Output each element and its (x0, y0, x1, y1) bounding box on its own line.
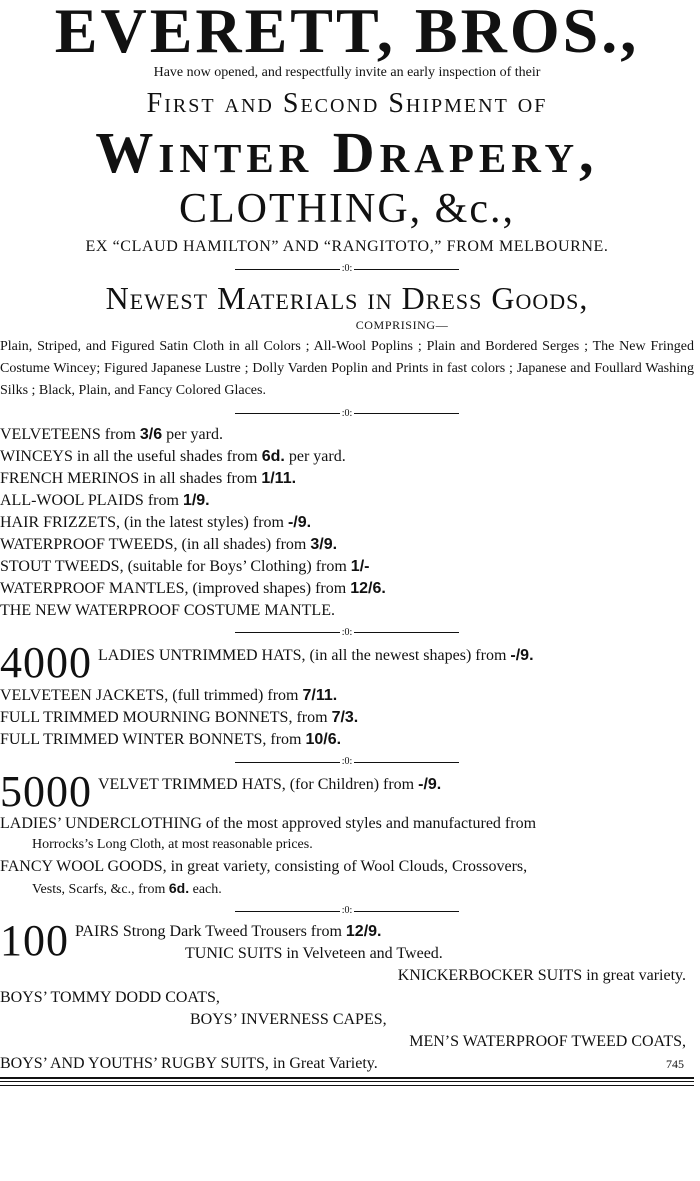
separator-rule (354, 413, 459, 414)
list-item: THE NEW WATERPROOF COSTUME MANTLE. (0, 601, 335, 619)
separator-rule (354, 632, 459, 633)
tommy-dodd-line: BOYS’ TOMMY DODD COATS, (0, 989, 220, 1007)
list-item: VELVETEENS from 3/6 per yard. (0, 425, 223, 443)
list-item: FULL TRIMMED WINTER BONNETS, from 10/6. (0, 730, 342, 748)
dress-goods-heading: Newest Materials in Dress Goods, (105, 280, 589, 317)
item-price: 12/6. (350, 579, 386, 597)
list-item: ALL-WOOL PLAIDS from 1/9. (0, 491, 210, 509)
hats-offer (0, 637, 694, 687)
comprising-label: COMPRISING— (355, 318, 449, 333)
item-price: 3/9. (310, 535, 338, 553)
list-item: WINCEYS in all the useful shades from 6d. per yard. (0, 447, 346, 465)
separator-mark: :0: (341, 263, 353, 275)
offer-quantity: 4000 (0, 637, 92, 687)
list-item: HAIR FRIZZETS, (in the latest styles) from -/9. (0, 513, 312, 531)
velvet-hats-offer (0, 767, 694, 816)
announcement-subline: Have now opened, and respectfully invite an early inspection of their (153, 65, 541, 80)
offer-text: LADIES UNTRIMMED HATS, (in all the newest shapes) from -/9. (98, 646, 534, 664)
item-price: 6d. (168, 880, 190, 896)
rugby-line: BOYS’ AND YOUTHS’ RUGBY SUITS, in Great Variety. (0, 1055, 378, 1073)
list-item: VELVETEEN JACKETS, (full trimmed) from 7/11. (0, 686, 338, 704)
item-price: -/9. (418, 776, 442, 793)
separator (0, 903, 694, 918)
separator-mark: :0: (341, 407, 353, 419)
price-list (0, 424, 694, 622)
list-item: FRENCH MERINOS in all shades from 1/11. (0, 469, 297, 487)
bottom-rule-thin (0, 1085, 694, 1086)
separator-rule (235, 413, 340, 414)
separator-mark: :0: (341, 905, 353, 917)
separator-rule (354, 911, 459, 912)
wool-goods-paragraph: FANCY WOOL GOODS, in great variety, consisting of Wool Clouds, Crossovers, Vests, Scarfs, &c., from 6d. each. (0, 858, 528, 897)
separator (0, 754, 694, 769)
item-price: 3/6 (139, 425, 163, 443)
list-item: FULL TRIMMED MOURNING BONNETS, from 7/3. (0, 708, 359, 726)
item-price: 12/9. (345, 923, 382, 941)
item-price: 1/9. (182, 491, 210, 509)
separator-rule (354, 762, 459, 763)
item-price: -/9. (287, 513, 312, 531)
item-price: 6d. (261, 447, 285, 465)
separator-rule (235, 911, 340, 912)
offer-text: VELVET TRIMMED HATS, (for Children) from -/9. (98, 776, 442, 793)
separator-rule (235, 269, 340, 270)
clothing-heading: CLOTHING, &c., (179, 186, 515, 232)
list-item: STOUT TWEEDS, (suitable for Boys’ Clothing) from 1/- (0, 557, 370, 575)
shipment-heading: First and Second Shipment of (146, 88, 548, 119)
separator (0, 261, 694, 276)
trousers-offer (0, 916, 694, 966)
list-item: WATERPROOF TWEEDS, (in all shades) from 3/9. (0, 535, 338, 553)
separator (0, 625, 694, 640)
offer-quantity: 5000 (0, 767, 92, 816)
winter-drapery-heading: Winter Drapery, (95, 120, 599, 185)
item-price: 7/11. (302, 686, 338, 704)
inverness-line: BOYS’ INVERNESS CAPES, (190, 1011, 387, 1029)
firm-title: EVERETT, BROS., (54, 0, 640, 66)
separator-rule (354, 269, 459, 270)
page-number: 745 (666, 1057, 684, 1072)
list-item: WATERPROOF MANTLES, (improved shapes) from 12/6. (0, 579, 386, 597)
knickerbocker-line: KNICKERBOCKER SUITS in great variety. (397, 967, 686, 985)
mens-coats-line: MEN’S WATERPROOF TWEED COATS, (409, 1033, 686, 1051)
separator-mark: :0: (341, 626, 353, 638)
separator-rule (235, 762, 340, 763)
bottom-rule (0, 1077, 694, 1082)
rugby-row (0, 1053, 694, 1075)
item-price: 7/3. (331, 708, 359, 726)
item-price: -/9. (510, 646, 534, 664)
offer-quantity: 100 (0, 916, 69, 966)
underclothing-paragraph: LADIES’ UNDERCLOTHING of the most approved styles and manufactured from Horrocks’s Long Cloth, at most reasonable prices. (0, 815, 537, 852)
price-list-2 (0, 685, 694, 751)
separator (0, 405, 694, 420)
trousers-line: PAIRS Strong Dark Tweed Trousers from 12/9. (75, 923, 382, 941)
tunic-suits-line: TUNIC SUITS in Velveteen and Tweed. (185, 945, 443, 963)
separator-rule (235, 632, 340, 633)
materials-paragraph: Plain, Striped, and Figured Satin Cloth in all Colors ; All-Wool Poplins ; Plain and Bordered Serges ; The New Fringed Costume Wincey; Figured Japanese Lustre ; Dolly Varden Poplin and Prints in fast colors ; Japanese and Foullard Washing Silks ; Black, Plain, and Fancy Colored Glaces. (0, 339, 694, 399)
separator-mark: :0: (341, 756, 353, 767)
item-price: 1/11. (261, 469, 297, 487)
item-price: 1/- (350, 557, 370, 575)
ships-from-line: EX “CLAUD HAMILTON” AND “RANGITOTO,” FROM MELBOURNE. (85, 238, 609, 255)
item-price: 10/6. (305, 730, 342, 748)
